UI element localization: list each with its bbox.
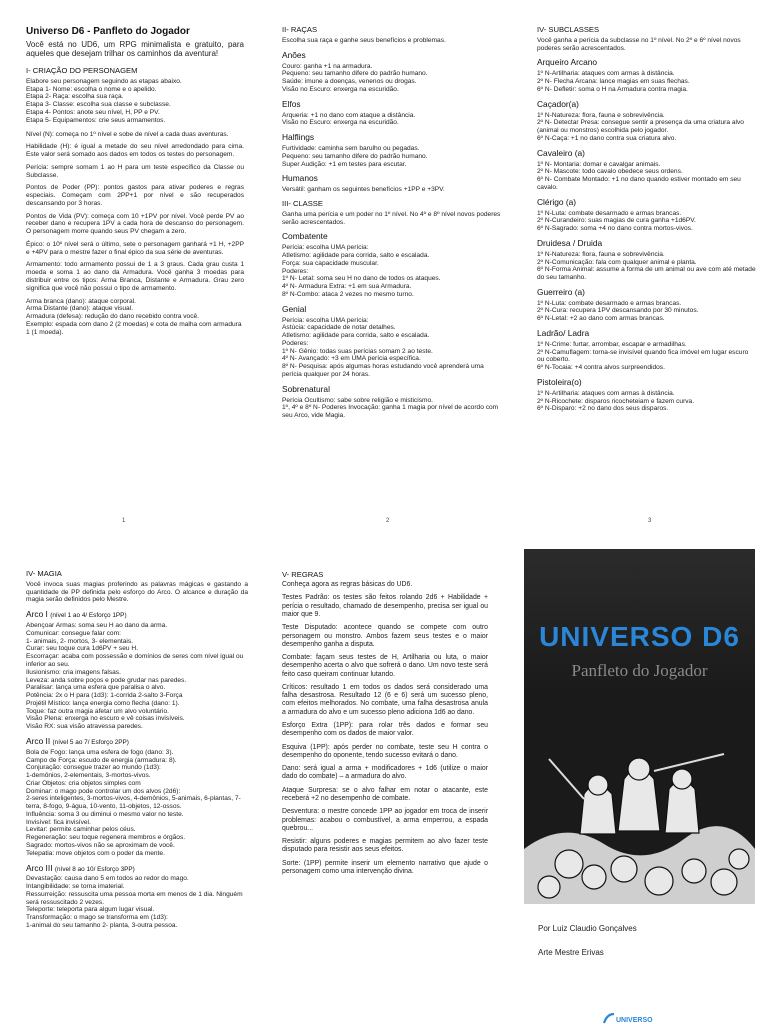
spell-line: Comunicar: consegue falar com: [26, 629, 121, 637]
rule-paragraph: Armamento: todo armamento possui de 1 a 3 graus. Cada grau custa 1 moeda e soma 1 ao dano da Armadura. Você ganha 3 moedas para distribuir entre os tipos: Arma Branca, Distante e Armadura. Grau zero significa que você não possui o tipo de armamento. [26, 261, 244, 292]
subclass-heading: Pistoleira(o) [537, 376, 582, 387]
subclass-line: 6º N-Tocaia: +4 contra alvos surpreendidos. [537, 364, 665, 372]
logo-text: UNIVERSO [616, 1017, 653, 1024]
creation-step: Etapa 1- Nome: escolha o nome e o apelido. [26, 85, 157, 93]
creation-step: Etapa 4- Pontos: anote seu nível, H, PP e PV. [26, 109, 160, 116]
class-line: Perícia: escolha UMA perícia: [282, 244, 369, 252]
rule-paragraph: Críticos: resultado 1 em todos os dados será considerado uma falha desastrosa. Resultado 12 (6 e 6) será um sucesso pleno, com efeitos melhorados. No combate, uma falha desastrosa anula a armadura do alvo e um sucesso pleno adiciona 1d6 ao dano. [282, 683, 488, 716]
spell-line: Abençoar Armas: soma seu H ao dano da arma. [26, 622, 168, 630]
class-details [282, 397, 502, 420]
page-5 [282, 570, 488, 1024]
race-line: Pequeno: seu tamanho difere do padrão humano. [282, 152, 428, 160]
race-heading: Anões [282, 49, 306, 60]
section-heading-magic: IV- MAGIA [26, 570, 62, 578]
subclass-details [537, 161, 757, 192]
subclass-line: 2º N-Ricochete: disparos ricocheteiam e fazem curva. [537, 397, 695, 405]
adventurers-illustration [524, 699, 755, 904]
class-line: Atletismo: agilidade para corrida, salto e escalada. [282, 252, 430, 260]
subclass-heading: Caçador(a) [537, 98, 579, 109]
subclass-line: 1º N-Natureza: flora, fauna e sobrevivência. [537, 250, 665, 258]
page-title: Universo D6 - Panfleto do Jogador [26, 26, 190, 37]
creation-step: Etapa 2- Raça: escolha sua raça. [26, 93, 124, 101]
rule-paragraph: Dano: será igual a arma + modificadores + 1d6 (utilize o maior dado do combate) – a armadura do alvo. [282, 765, 488, 781]
subclass-details [537, 390, 757, 413]
page-number: 3 [648, 518, 652, 524]
class-line: 8º N- Pesquisa: após algumas horas estudando você aprenderá uma perícia qualquer por 24 horas. [282, 363, 484, 379]
page-3 [537, 26, 757, 516]
race-line: Visão no Escuro: enxerga na escuridão. [282, 119, 399, 127]
spell-line: Curar: seu toque cura 1d6PV + seu H. [26, 645, 138, 653]
subclass-line: 2º N- Mascote: todo cavalo obedece seus ordens. [537, 168, 683, 176]
race-details [282, 112, 502, 128]
spell-line: Paralisar: lança uma esfera que paralisa o alvo. [26, 684, 166, 692]
race-line: Versátil: ganham os seguintes benefícios +1PP e +3PV. [282, 186, 445, 194]
class-line: 1º N- Gênio: todas suas perícias somam 2 ao teste. [282, 347, 433, 355]
creation-step: Etapa 5- Equipamentos: crie seus armamentos. [26, 116, 166, 124]
spell-line: Dominar: o mago pode controlar um dos alvos (2d6): [26, 787, 181, 795]
spell-line: Projétil Místico: lança energia como flecha (dano: 1). [26, 699, 180, 707]
subclass-line: 2º N- Flecha Arcana: lance magias em suas flechas. [537, 78, 690, 86]
arc-cost: (nível 8 ao 10/ Esforço 3PP) [54, 865, 135, 873]
subclass-details [537, 70, 757, 93]
race-line: Arqueria: +1 no dano com ataque a distância. [282, 111, 416, 119]
cover-title: UNIVERSO D6 [539, 621, 740, 652]
spell-line: Ilusionismo: cria imagens falsas. [26, 668, 121, 676]
class-details [282, 244, 502, 298]
section-heading-subclasses: IV- SUBCLASSES [537, 26, 600, 34]
spell-line: Visão RX: sua visão atravessa paredes. [26, 723, 143, 731]
rule-paragraph: Pontos de Poder (PP): pontos gastos para ativar poderes e regras especiais. Começam com 2PP+1 por nível e são recuperados descansando por 3 horas. [26, 184, 244, 207]
races-intro: Escolha sua raça e ganhe seus benefícios e problemas. [282, 36, 446, 44]
class-intro: Ganha uma perícia e um poder no 1º nível. No 4º e 8º nível novos poderes serão acrescentados. [282, 210, 501, 226]
spell-line: Levitar: permite caminhar pelos céus. [26, 826, 136, 834]
subclass-line: 1º N- Montaria: domar e cavalgar animais. [537, 160, 661, 168]
cover-panel [524, 549, 755, 904]
subclass-line: 6º N- Combate Montado: +1 no dano quando estiver montado em seu cavalo. [537, 176, 741, 191]
subclass-line: 2º N-Curandeiro: suas magias de cura ganha +1d6PV. [537, 217, 696, 225]
art-credit: Arte Mestre Erivas [538, 948, 604, 957]
class-line: 4º N- Armadura Extra: +1 em sua Armadura. [282, 283, 412, 291]
spell-line: Criar Objetos: cria objetos simples com [26, 779, 141, 787]
rule-paragraph: Nível (N): começa no 1º nível e sobe de nível a cada duas aventuras. [26, 130, 229, 138]
spell-line: Intangibilidade: se torna imaterial. [26, 883, 125, 891]
arc-list [26, 610, 248, 930]
subclass-line: 6º N-Disparo: +2 no dano dos seus disparos. [537, 405, 669, 413]
class-line: Poderes: [282, 339, 309, 347]
arc-heading [26, 737, 248, 747]
rule-paragraph: Esquiva (1PP): após perder no combate, teste seu H contra o desempenho do oponente, tendo sucesso evitará o dano. [282, 743, 488, 759]
spell-line: 1-demônios, 2-elementais, 3-mortos-vivos. [26, 772, 151, 780]
subclass-line: 2º N-Comunicação: fala com qualquer animal e planta. [537, 258, 697, 266]
spell-line: 2-seres inteligentes, 3-mortos-vivos, 4-demônios, 5-animais, 6-plantas, 7-terra, 8-fogo, 9-água, 10-vento, 11-objetos, 12-ossos. [26, 795, 241, 811]
magic-intro: Você invoca suas magias proferindo as palavras mágicas e gastando a quantidade de PP definida pelo esforço do Arco. O alcance e duração da magia serão definidos pelo Mestre. [26, 580, 248, 604]
subclass-heading: Clérigo (a) [537, 196, 577, 207]
class-line: Atletismo: agilidade para corrida, salto e escalada. [282, 332, 430, 340]
arc-heading [26, 610, 248, 620]
spell-line: Devastação: causa dano 5 em todos ao redor do mago. [26, 875, 189, 883]
subclass-line: 1º N-Luta: combate desarmado e armas brancas. [537, 209, 682, 217]
spell-line: Sagrado: mortos-vivos não se aproximam de você. [26, 841, 175, 849]
creation-step: Etapa 3- Classe: escolha sua classe e subclasse. [26, 101, 171, 109]
rule-paragraph: Épico: o 10º nível será o último, sete o personagem ganhará +1 H, +2PP e +4PV para o mestre fazer o final épico da sua série de aventuras. [26, 240, 244, 256]
subclass-line: 1º N-Natureza: flora, fauna e sobrevivência. [537, 111, 665, 119]
rule-paragraph: Resistir: alguns poderes e magias permitem ao alvo fazer teste disputado para resistir aos seus efeitos. [282, 838, 488, 854]
subclass-line: 2º N- Detectar Presa: consegue sentir a presença da uma criatura alvo (animal ou monstros) escolhida pelo jogador. [537, 119, 744, 135]
rule-paragraph: Combate: façam seus testes de H, Artilharia ou luta, o maior desempenho acerta o alvo que sofrerá o dano. Um novo teste será feito caso queiram continuar lutando. [282, 654, 488, 678]
spell-line: Campo de Força: escudo de energia (armadura: 8). [26, 756, 177, 764]
race-line: Super Audição: +1 em testes para escutar. [282, 160, 407, 168]
page-2 [282, 26, 502, 516]
armament-line: Arma branca (dano): ataque corporal. [26, 297, 136, 305]
class-details [282, 317, 502, 379]
page-1 [26, 26, 244, 516]
arc-spells [26, 875, 248, 929]
subclass-heading: Guerreiro (a) [537, 286, 585, 297]
spell-line: 1- animais, 2- mortos, 3- elementais. [26, 637, 134, 645]
class-line: 4º N- Avançado: +3 em UMA perícia específica. [282, 355, 421, 363]
spell-line: Leveza: anda sobre poços e pode grudar nas paredes. [26, 676, 187, 684]
subclass-line: 2º N-Cura: recupera 1PV descansando por 30 minutos. [537, 307, 699, 315]
spell-line: Visão Plena: enxerga no escuro e vê coisas invisíveis. [26, 715, 185, 723]
race-line: Furtividade: caminha sem barulho ou pegadas. [282, 145, 420, 153]
class-line: 1º N- Letal: soma seu H no dano de todos os ataques. [282, 275, 441, 283]
arc-name: Arco II [26, 735, 51, 746]
publisher-logo [602, 1012, 654, 1024]
subclasses-intro: Você ganha a perícia da subclasse no 1º nível. No 2º e 6º nível novos poderes serão acrescentados. [537, 36, 741, 52]
subclass-details [537, 251, 757, 282]
section-heading-races: II- RAÇAS [282, 26, 318, 34]
class-list [282, 232, 502, 420]
rule-paragraph: Pontos de Vida (PV): começa com 10 +1PV por nível. Você perde PV ao receber dano e recupera 1PV a cada hora de descanso do personagem. O personagem morre quando seus PV chegam a zero. [26, 212, 244, 236]
arc-cost: (nível 1 ao 4/ Esforço 1PP) [50, 612, 127, 620]
spell-line: Toque: faz outra magia afetar um alvo voluntário. [26, 707, 169, 715]
subclass-line: 6º N-Sagrado: soma +4 no dano contra mortos-vivos. [537, 225, 693, 233]
spell-line: Invisível: fica invisível. [26, 818, 91, 826]
subclass-details [537, 300, 757, 323]
subclass-line: 6º N-Caça: +1 no dano contra sua criatura alvo. [537, 134, 677, 142]
page-number: 2 [386, 518, 390, 524]
subclass-line: 6º N-Letal: +2 ao dano com armas brancas. [537, 315, 665, 323]
creation-steps [26, 78, 244, 125]
rule-paragraph: Desventura: o mestre concede 1PP ao jogador em troca de inserir problemas: acabou o combustível, a arma emperrou, a espada quebrou... [282, 808, 488, 832]
subclass-details [537, 210, 757, 233]
class-line: 8º N-Combo: ataca 2 vezes no mesmo turno. [282, 290, 414, 298]
section-heading-class: III- CLASSE [282, 199, 323, 208]
subclass-line: 2º N-Camuflagem: torna-se invisível quando fica imóvel em lugar escuro ou coberto. [537, 348, 749, 364]
armament-line: Arma Distante (dano): ataque visual. [26, 305, 134, 313]
subclass-line: 6º N- Defletir: soma o H na Armadura contra magia. [537, 85, 688, 93]
spell-line: Potência: 2x o H para (1d3): 1-corrida 2-salto 3-Força [26, 692, 183, 700]
race-line: Saúde: imune a doenças, venenos ou drogas. [282, 78, 417, 86]
arc-spells [26, 622, 248, 731]
spell-line: Bola de Fogo: lança uma esfera de fogo (dano: 3). [26, 748, 174, 756]
race-line: Visão no Escuro: enxerga na escuridão. [282, 85, 399, 93]
class-heading: Sobrenatural [282, 383, 330, 394]
spell-line: Ressurreição: ressuscita uma pessoa morta em menos de 1 dia. Ninguém será ressuscitado 2 vezes. [26, 890, 243, 906]
class-line: Poderes: [282, 267, 309, 275]
race-heading: Elfos [282, 98, 301, 109]
class-line: 1º, 4º e 8º N- Poderes Invocação: ganha 1 magia por nível de acordo com seu Arco, vide Magia. [282, 404, 499, 420]
cover-subtitle: Panfleto do Jogador [571, 661, 708, 680]
armament-line: Exemplo: espada com dano 2 (2 moedas) e cota de malha com armadura 1 (1 moeda). [26, 320, 242, 336]
rule-list [282, 594, 488, 876]
subclass-heading: Cavaleiro (a) [537, 147, 585, 158]
race-list [282, 51, 502, 194]
subclass-line: 1º N-Artilharia: ataques com armas à distância. [537, 70, 675, 78]
subclass-list [537, 58, 757, 413]
arc-cost: (nível 5 ao 7/ Esforço 2PP) [52, 738, 129, 746]
section-heading-creation: I- CRIAÇÃO DO PERSONAGEM [26, 65, 138, 75]
class-line: Astúcia: capacidade de notar detalhes. [282, 324, 396, 332]
spell-line: Regeneração: seu toque regenera membros e órgãos. [26, 834, 186, 842]
spell-line: Teleporte: teleporta para algum lugar visual. [26, 906, 155, 914]
spell-line: Influência: soma 3 ou diminui o mesmo valor no teste. [26, 810, 184, 818]
rule-paragraph: Testes Padrão: os testes são feitos rolando 2d6 + Habilidade + perícia o resultado, chamado de desempenho, precisa ser igual ou maior que 9. [282, 594, 488, 618]
armament-line: Armadura (defesa): redução do dano recebido contra você. [26, 313, 200, 321]
armament-list [26, 298, 244, 337]
creation-step: Elabore seu personagem seguindo as etapas abaixo. [26, 77, 182, 85]
race-heading: Halflings [282, 132, 315, 143]
arc-heading [26, 864, 248, 874]
race-line: Couro: ganha +1 na armadura. [282, 62, 373, 70]
class-heading: Combatente [282, 231, 328, 242]
race-details [282, 186, 502, 194]
rule-paragraph: Teste Disputado: acontece quando se compete com outro personagem ou monstro. Ambos fazem seus testes e o maior desempenho ganha a disputa. [282, 624, 488, 648]
section-heading-rules: V- REGRAS [282, 570, 324, 579]
class-heading: Genial [282, 303, 307, 314]
rules-intro: Conheça agora as regras básicas do UD6. [282, 581, 413, 589]
rule-paragraph: Ataque Surpresa: se o alvo falhar em notar o atacante, este receberá +2 no desempenho de combate. [282, 786, 488, 803]
subclass-line: 1º N-Artilharia: ataques com armas à distância. [537, 389, 675, 397]
arc-name: Arco III [26, 862, 53, 873]
race-line: Pequeno: seu tamanho difere do padrão humano. [282, 70, 428, 78]
arc-name: Arco I [26, 609, 48, 620]
subclass-line: 6º N-Forma Animal: assume a forma de um animal ou ave com até metade do seu tamanho. [537, 266, 756, 282]
rule-paragraph: Habilidade (H): é igual a metade do seu nível arredondado para cima. Este valor será somado aos dados em todos os testes do personagem. [26, 143, 244, 159]
subclass-heading: Arqueiro Arcano [537, 57, 598, 68]
class-line: Perícia Ocultismo: sabe sobre religião e misticismo. [282, 396, 433, 404]
subclass-line: 1º N-Crime: furtar, arrombar, escapar e armadilhas. [537, 340, 687, 348]
race-details [282, 63, 502, 94]
race-heading: Humanos [282, 173, 318, 184]
rule-paragraph: Esforço Extra (1PP): para rolar três dados e formar seu desempenho com os dados de maior valor. [282, 722, 488, 738]
author-credit: Por Luiz Claudio Gonçalves [538, 924, 637, 933]
rule-paragraph: Perícia: sempre somam 1 ao H para um teste específico da Classe ou Subclasse. [26, 163, 244, 179]
subclass-heading: Druidesa / Druida [537, 237, 603, 248]
subclass-line: 1º N-Luta: combate desarmado e armas brancas. [537, 299, 682, 307]
spell-line: Transformação: o mago se transforma em (1d3): [26, 914, 168, 922]
subclass-details [537, 112, 757, 143]
arc-spells [26, 749, 248, 858]
race-details [282, 145, 502, 168]
page-4 [26, 570, 248, 1024]
spell-line: Telepatia: move objetos com o poder da mente. [26, 849, 165, 857]
class-line: Perícia: escolha UMA perícia: [282, 316, 369, 324]
intro-text: Você está no UD6, um RPG minimalista e gratuito, para aqueles que desejam trilhar os caminhos da aventura! [26, 39, 244, 59]
spell-line: Conjuração: consegue trazer ao mundo (1d3): [26, 764, 161, 772]
subclass-details [537, 341, 757, 372]
page-number: 1 [122, 518, 126, 524]
rule-paragraph: Sorte: (1PP) permite inserir um elemento narrativo que ajude o personagem como uma intervenção divina. [282, 859, 488, 875]
spell-line: Escorraçar: acaba com possessão e domínios de seres com nível igual ou inferior ao seu. [26, 653, 244, 668]
subclass-heading: Ladrão/ Ladra [537, 328, 590, 338]
spell-line: 1-animal do seu tamanho 2- planta, 3-outra pessoa. [26, 922, 178, 929]
class-line: Força: sua capacidade muscular. [282, 259, 379, 267]
creation-rules [26, 131, 244, 293]
